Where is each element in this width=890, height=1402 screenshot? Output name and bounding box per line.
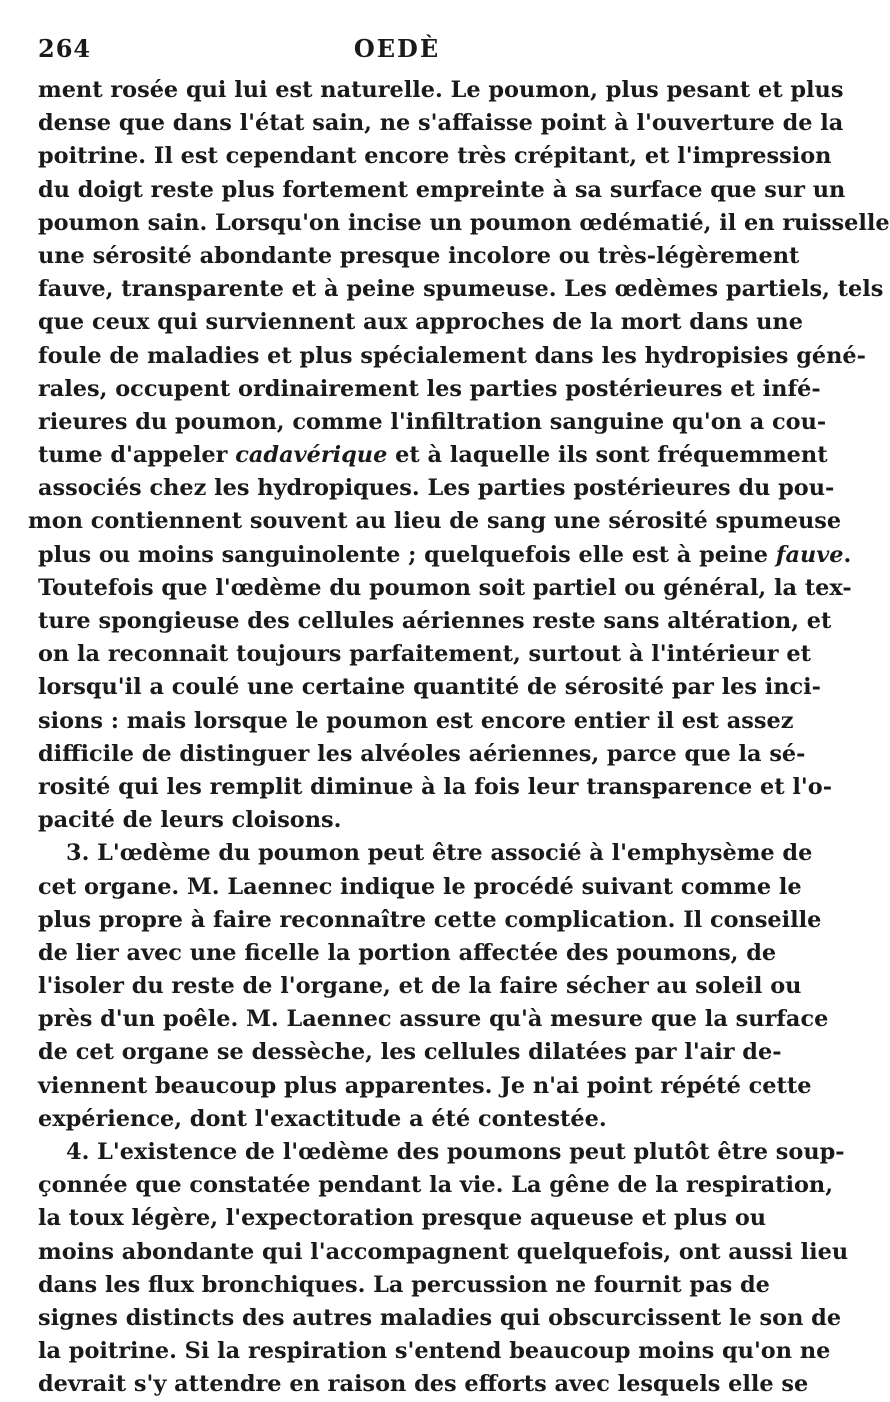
text-line: plus propre à faire reconnaître cette complication. Il conseille xyxy=(38,906,822,933)
document-page xyxy=(28,34,890,1402)
text-line: sions : mais lorsque le poumon est encore entier il est assez xyxy=(38,707,794,734)
text-line: dense que dans l'état sain, ne s'affaisse point à l'ouverture de la xyxy=(38,110,844,137)
text-line: une sérosité abondante presque incolore ou très-légèrement xyxy=(38,242,800,269)
text-line: signes distincts des autres maladies qui obscurcissent le son de xyxy=(38,1304,842,1331)
text-line: cet organe. M. Laennec indique le procédé suivant comme le xyxy=(38,873,802,900)
text-line: poumon sain. Lorsqu'on incise un poumon œdématié, il en ruisselle xyxy=(38,209,890,236)
text-line: Toutefois que l'œdème du poumon soit partiel ou général, la tex- xyxy=(38,574,852,601)
text-line: difficile de distinguer les alvéoles aériennes, parce que la sé- xyxy=(38,740,806,767)
text-line: poitrine. Il est cependant encore très crépitant, et l'impression xyxy=(38,143,832,170)
body-text xyxy=(28,74,890,1402)
text-line: expérience, dont l'exactitude a été contestée. xyxy=(38,1105,607,1132)
text-line xyxy=(38,439,828,472)
paragraph xyxy=(28,74,890,837)
text-line: rales, occupent ordinairement les parties postérieures et infé- xyxy=(38,375,821,402)
text-line xyxy=(38,539,852,572)
text-line: rieures du poumon, comme l'infiltration sanguine qu'on a cou- xyxy=(38,408,827,435)
text-line: fauve, transparente et à peine spumeuse. Les œdèmes partiels, tels xyxy=(38,276,884,303)
text-line: du doigt reste plus fortement empreinte à sa surface que sur un xyxy=(38,176,846,203)
text-segment: tume d'appeler xyxy=(38,442,236,469)
text-line: devrait s'y attendre en raison des efforts avec lesquels elle se xyxy=(38,1371,809,1398)
text-line: l'isoler du reste de l'organe, et de la faire sécher au soleil ou xyxy=(38,973,802,1000)
text-line: çonnée que constatée pendant la vie. La gêne de la respiration, xyxy=(38,1172,833,1199)
text-line: de cet organe se dessèche, les cellules dilatées par l'air de- xyxy=(38,1039,782,1066)
text-line: la toux légère, l'expectoration presque aqueuse et plus ou xyxy=(38,1205,767,1232)
text-line: on la reconnait toujours parfaitement, surtout à l'intérieur et xyxy=(38,641,811,668)
text-line: moins abondante qui l'accompagnent quelquefois, ont aussi lieu xyxy=(38,1238,849,1265)
text-line: foule de maladies et plus spécialement dans les hydropisies géné- xyxy=(38,342,866,369)
text-line: près d'un poêle. M. Laennec assure qu'à mesure que la surface xyxy=(38,1006,829,1033)
text-line: que ceux qui surviennent aux approches de la mort dans une xyxy=(38,309,803,336)
text-line: dans les flux bronchiques. La percussion ne fournit pas de xyxy=(38,1271,770,1298)
text-line: mon contiennent souvent au lieu de sang une sérosité spumeuse xyxy=(28,508,842,535)
text-line: viennent beaucoup plus apparentes. Je n'ai point répété cette xyxy=(38,1072,812,1099)
text-line: associés chez les hydropiques. Les parties postérieures du pou- xyxy=(38,475,835,502)
text-line: ment rosée qui lui est naturelle. Le poumon, plus pesant et plus xyxy=(38,77,844,103)
text-segment: et à laquelle ils sont fréquemment xyxy=(387,442,828,469)
italic-term: fauve xyxy=(775,541,844,568)
text-line: lorsqu'il a coulé une certaine quantité de sérosité par les inci- xyxy=(38,674,821,701)
text-line: de lier avec une ficelle la portion affectée des poumons, de xyxy=(38,939,777,966)
text-line: rosité qui les remplit diminue à la fois leur transparence et l'o- xyxy=(38,773,832,800)
text-line: 4. L'existence de l'œdème des poumons peut plutôt être soup- xyxy=(66,1139,845,1165)
text-line: la poitrine. Si la respiration s'entend beaucoup moins qu'on ne xyxy=(38,1338,831,1365)
running-head xyxy=(38,34,756,74)
paragraph xyxy=(38,1136,849,1402)
running-title: OEDÈ xyxy=(353,34,441,63)
text-line: 3. L'œdème du poumon peut être associé à l'emphysème de xyxy=(66,840,813,867)
text-segment: plus ou moins sanguinolente ; quelquefois elle est à peine xyxy=(38,541,776,568)
text-line: pacité de leurs cloisons. xyxy=(38,807,342,834)
page-number: 264 xyxy=(38,34,92,63)
text-line: ture spongieuse des cellules aériennes reste sans altération, et xyxy=(38,608,832,634)
paragraph xyxy=(38,837,829,1136)
italic-term: cadavérique xyxy=(235,442,388,469)
text-segment: . xyxy=(843,541,852,568)
